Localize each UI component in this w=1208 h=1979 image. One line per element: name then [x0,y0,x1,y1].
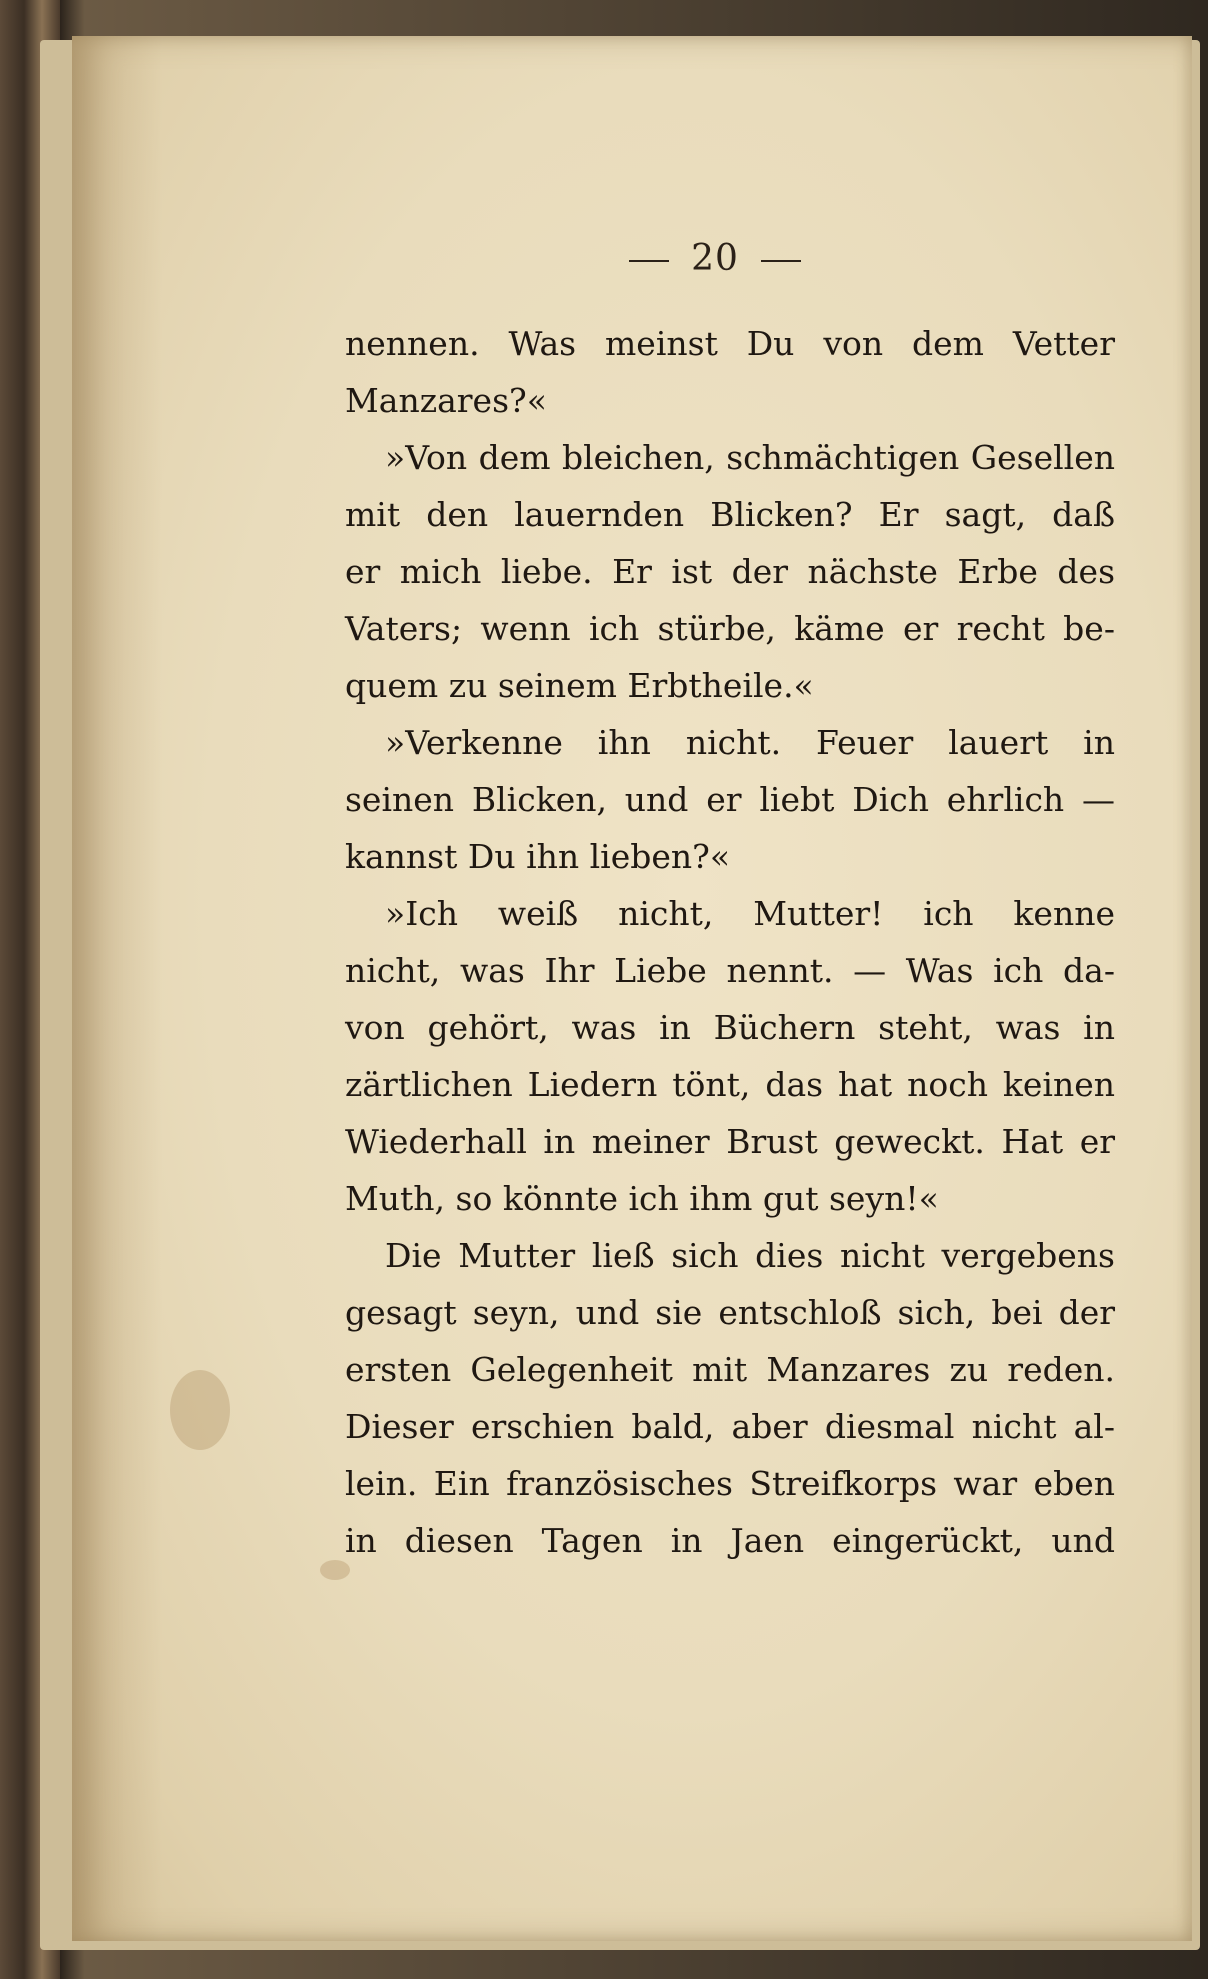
text-line: nennen. Was meinst Du von dem Vetter [345,324,1115,363]
text-line: »Verkenne ihn nicht. Feuer lauert in [385,723,1115,762]
text-line: von gehört, was in Büchern steht, was in [345,1008,1115,1047]
text-line: kannst Du ihn lieben?« [345,837,731,876]
text-line: Wiederhall in meiner Brust geweckt. Hat er [345,1122,1115,1161]
text-line: seinen Blicken, und er liebt Dich ehrlich — [345,780,1115,819]
text-line: mit den lauernden Blicken? Er sagt, daß [345,495,1115,534]
header-dash-right [761,260,801,262]
page-header [600,238,830,279]
text-line: »Ich weiß nicht, Mutter! ich kenne [385,894,1115,933]
paper-stain [170,1370,230,1450]
text-line: quem zu seinem Erbtheile.« [345,666,814,705]
text-line: Muth, so könnte ich ihm gut seyn!« [345,1179,939,1218]
text-line: er mich liebe. Er ist der nächste Erbe des [345,552,1115,591]
text-line: Die Mutter ließ sich dies nicht vergebens [385,1236,1115,1275]
header-dash-left [629,260,669,262]
page-text [345,315,1115,1569]
text-line: Vaters; wenn ich stürbe, käme er recht be- [345,609,1115,648]
text-line: nicht, was Ihr Liebe nennt. — Was ich da- [345,951,1115,990]
page-number: 20 [691,238,739,279]
text-line: lein. Ein französisches Streifkorps war eben [345,1464,1115,1503]
text-line: zärtlichen Liedern tönt, das hat noch keinen [345,1065,1115,1104]
text-line: Manzares?« [345,381,547,420]
page-gutter-shadow [72,36,162,1941]
text-line: »Von dem bleichen, schmächtigen Gesellen [385,438,1115,477]
text-line: Dieser erschien bald, aber diesmal nicht al- [345,1407,1115,1446]
text-line: in diesen Tagen in Jaen eingerückt, und [345,1521,1115,1560]
text-line: ersten Gelegenheit mit Manzares zu reden. [345,1350,1115,1389]
text-line: gesagt seyn, und sie entschloß sich, bei der [345,1293,1115,1332]
